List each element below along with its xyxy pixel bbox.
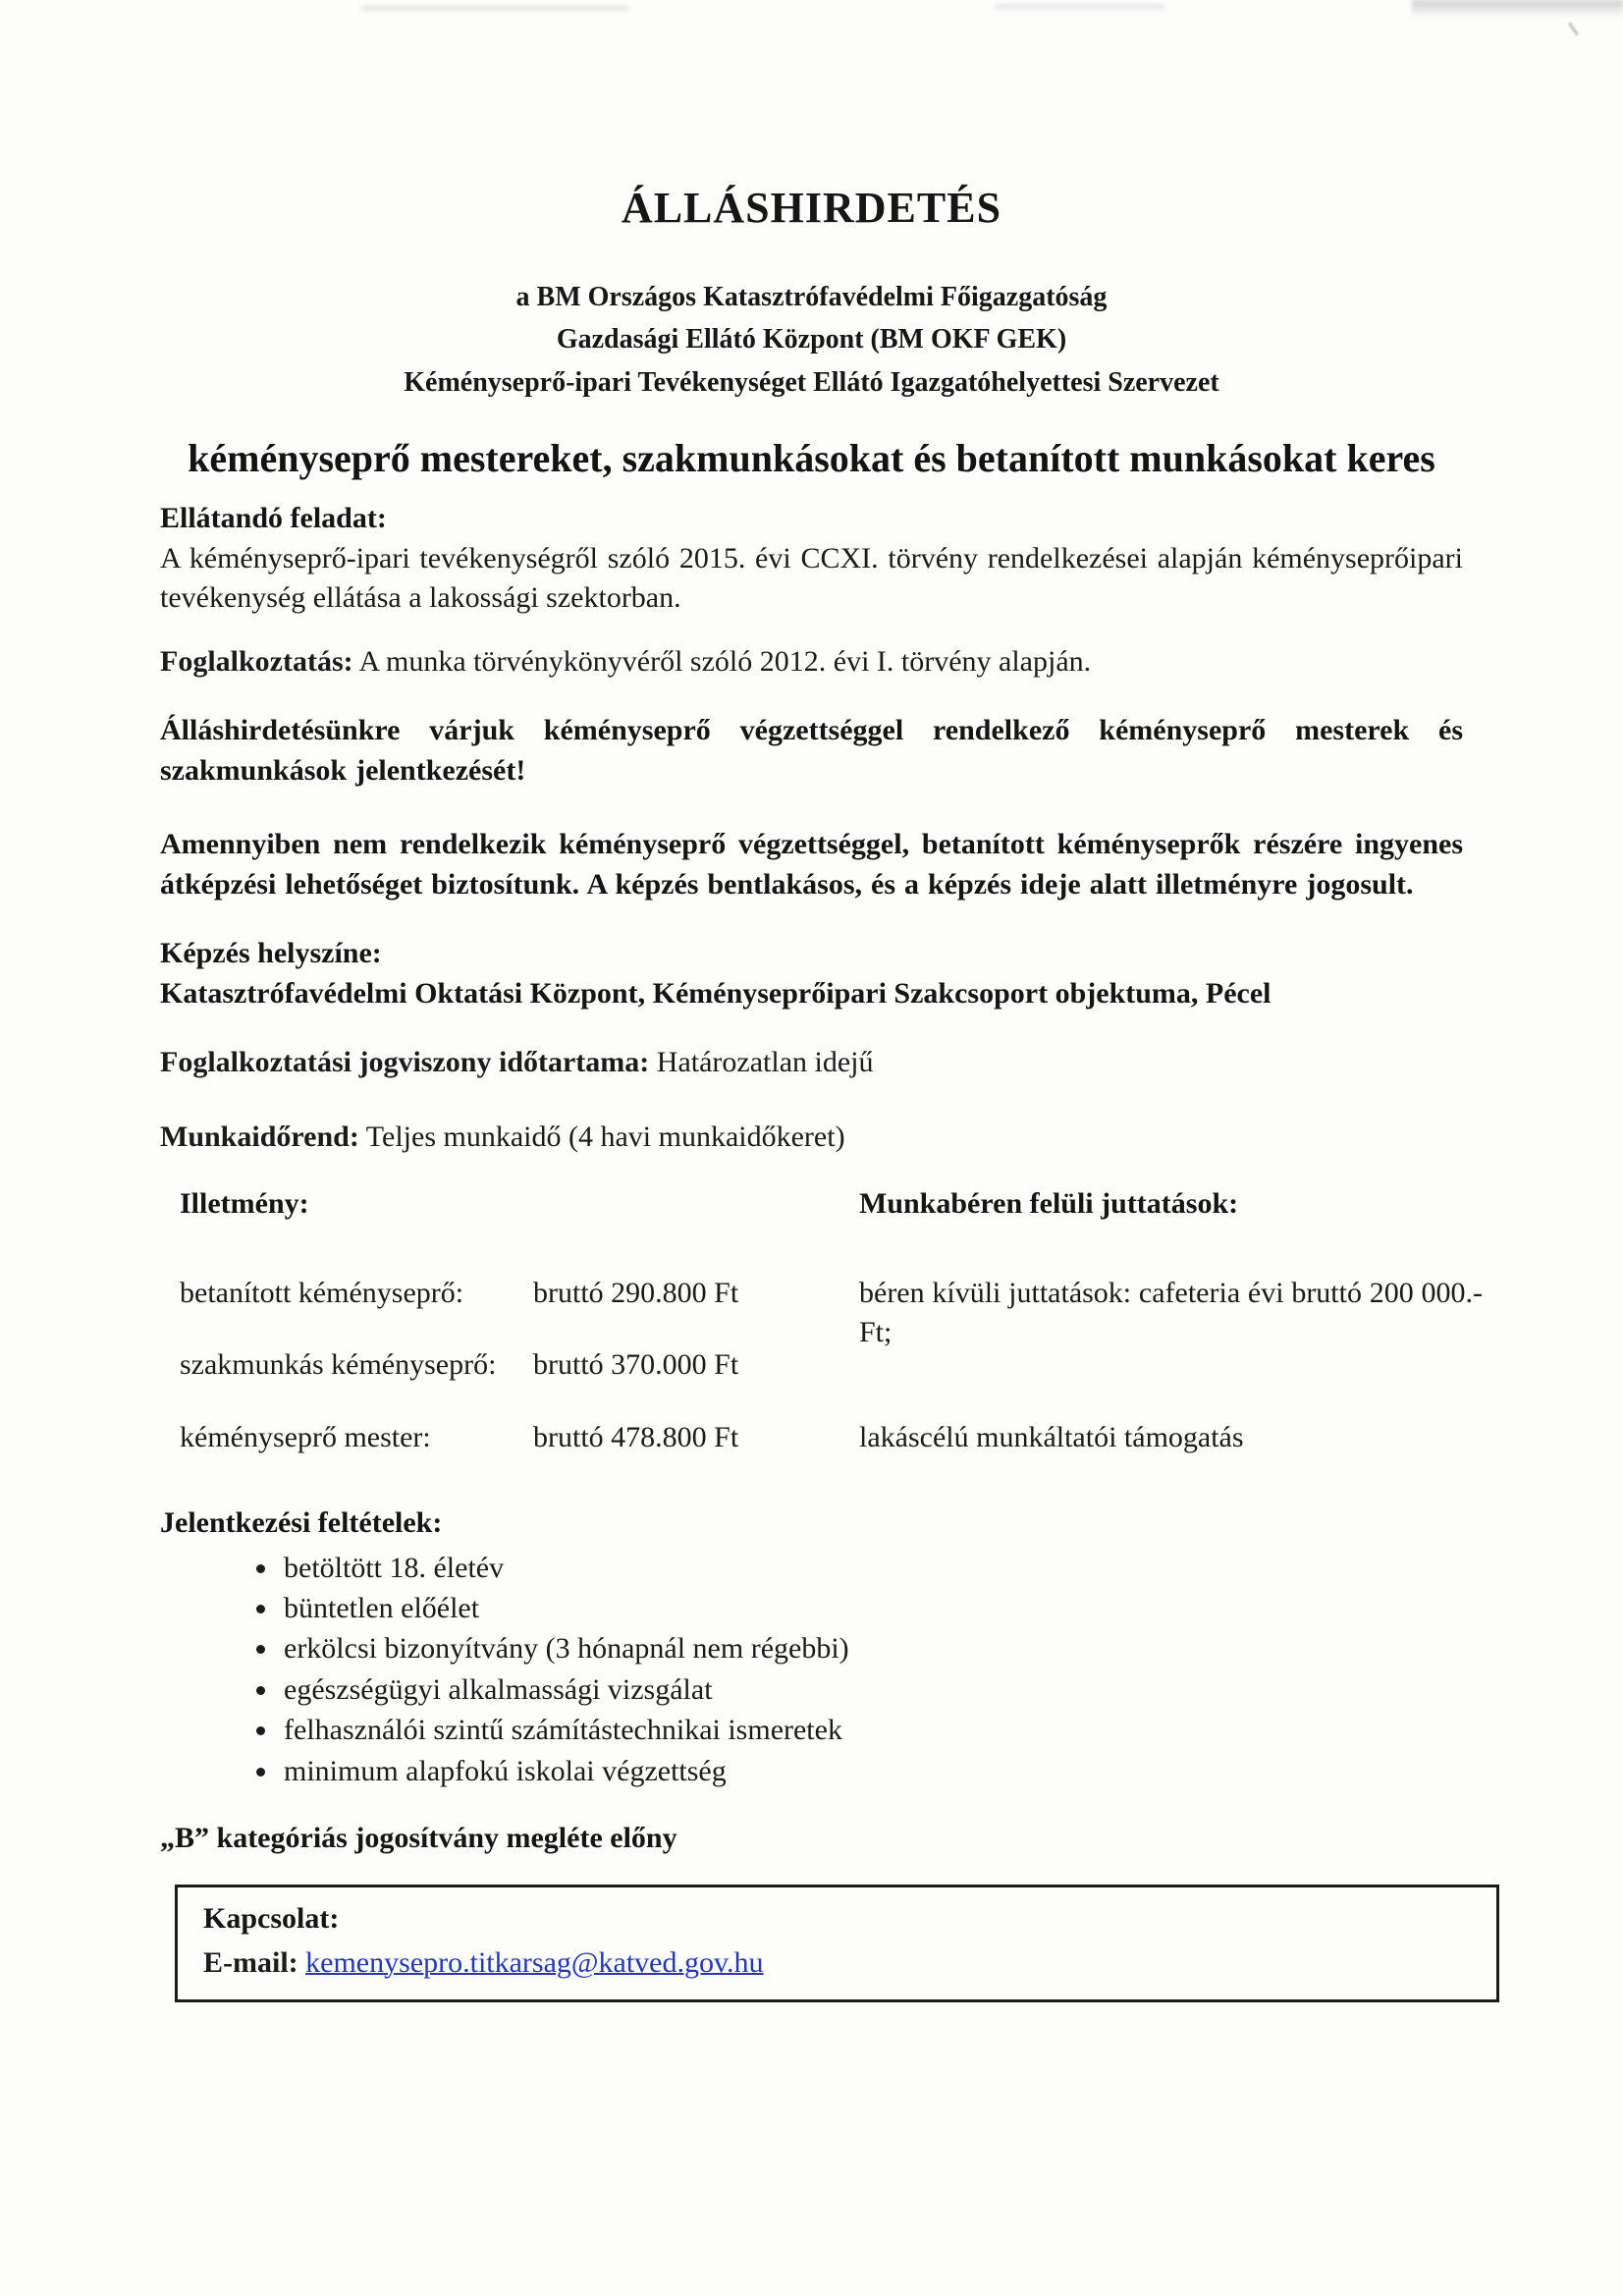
org-line-3: Kéményseprő-ipari Tevékenységet Ellátó Igazgatóhelyettesi Szervezet: [404, 366, 1219, 398]
job-headline: kéményseprő mestereket, szakmunkásokat és betanított munkásokat keres: [188, 435, 1435, 480]
salary-row: [180, 1274, 839, 1314]
salary-section: [160, 1184, 1483, 1457]
requirement-item: • minimum alapfokú iskolai végzettség: [280, 1751, 1463, 1791]
salary-row: [180, 1418, 839, 1458]
schedule-line: [160, 1118, 1463, 1158]
salary-row-value: bruttó 478.800 Ft: [533, 1420, 739, 1453]
salary-row-label: kéményseprő mester:: [180, 1420, 431, 1453]
salary-column: [180, 1184, 839, 1457]
email-link[interactable]: kemenysepro.titkarsag@katved.gov.hu: [305, 1946, 764, 1979]
salary-row-value: bruttó 370.000 Ft: [533, 1348, 739, 1382]
scan-artifact: [996, 4, 1164, 12]
employment-text: A munka törvénykönyvéről szóló 2012. évi I. törvény alapján.: [352, 644, 1092, 678]
requirements-list: [160, 1548, 1463, 1791]
schedule-text: Teljes munkaidő (4 havi munkaidőkeret): [358, 1120, 845, 1153]
task-text: A kéményseprő-ipari tevékenységről szóló 2015. évi CCXI. törvény rendelkezései alapján kéményseprőipari tevékenység ellátása a lakossági szektorban.: [160, 541, 1463, 615]
salary-right-header: Munkabéren felüli juttatások:: [859, 1187, 1239, 1221]
duration-text: Határozatlan idejű: [649, 1046, 874, 1079]
invite-text: Álláshirdetésünkre várjuk kéményseprő végzettséggel rendelkező kéményseprő mesterek és szakmunkások jelentkezését!: [160, 714, 1463, 787]
training-location-text: Katasztrófavédelmi Oktatási Központ, Kéményseprőipari Szakcsoport objektuma, Pécel: [160, 976, 1271, 1010]
benefit-item: béren kívüli juttatások: cafeteria évi bruttó 200 000.- Ft;: [859, 1276, 1483, 1349]
employment-line: [160, 642, 1463, 683]
training-text: Amennyiben nem rendelkezik kéményseprő végzettséggel, betanított kéményseprők részére ingyenes átképzési lehetőséget biztosítunk. A képzés bentlakásos, és a képzés ideje alatt illetményre jogosult.: [160, 828, 1463, 901]
contact-box: [175, 1885, 1499, 2002]
task-label: Ellátandó feladat:: [160, 502, 387, 535]
advantage-text: „B” kategóriás jogosítvány megléte előny: [160, 1822, 677, 1854]
requirements-label: Jelentkezési feltételek:: [160, 1506, 443, 1540]
requirement-item: • felhasználói szintű számítástechnikai ismeretek: [280, 1710, 1463, 1750]
benefits-column: [859, 1184, 1483, 1457]
requirement-item: • egészségügyi alkalmassági vizsgálat: [280, 1669, 1463, 1710]
salary-row-label: szakmunkás kéményseprő:: [180, 1348, 497, 1382]
scan-artifact: [361, 6, 628, 13]
salary-left-header: Illetmény:: [180, 1187, 309, 1221]
employment-label: Foglalkoztatás:: [160, 644, 353, 678]
page-title: ÁLLÁSHIRDETÉS: [621, 184, 1002, 232]
salary-row-label: betanított kéményseprő:: [180, 1276, 464, 1309]
email-label: E-mail:: [203, 1946, 298, 1979]
duration-label: Foglalkoztatási jogviszony időtartama:: [160, 1046, 650, 1079]
scan-artifact: [1412, 0, 1623, 18]
org-line-1: a BM Országos Katasztrófavédelmi Főigazgatóság: [515, 281, 1108, 312]
org-line-2: Gazdasági Ellátó Központ (BM OKF GEK): [556, 324, 1067, 355]
contact-label: Kapcsolat:: [203, 1901, 340, 1935]
requirement-item: • erkölcsi bizonyítvány (3 hónapnál nem régebbi): [280, 1628, 1463, 1668]
document-body: [0, 499, 1623, 2001]
schedule-label: Munkaidőrend:: [160, 1120, 359, 1153]
scan-artifact: [1568, 22, 1579, 35]
salary-row-value: bruttó 290.800 Ft: [533, 1276, 739, 1309]
benefit-item: lakáscélú munkáltatói támogatás: [859, 1420, 1244, 1453]
organization-block: [0, 276, 1623, 404]
training-location-label: Képzés helyszíne:: [160, 937, 382, 970]
requirement-item: • betöltött 18. életév: [280, 1548, 1463, 1588]
email-line: [203, 1943, 1471, 1984]
requirement-item: • büntetlen előélet: [280, 1588, 1463, 1628]
salary-row: [180, 1345, 839, 1386]
duration-line: [160, 1043, 1463, 1083]
